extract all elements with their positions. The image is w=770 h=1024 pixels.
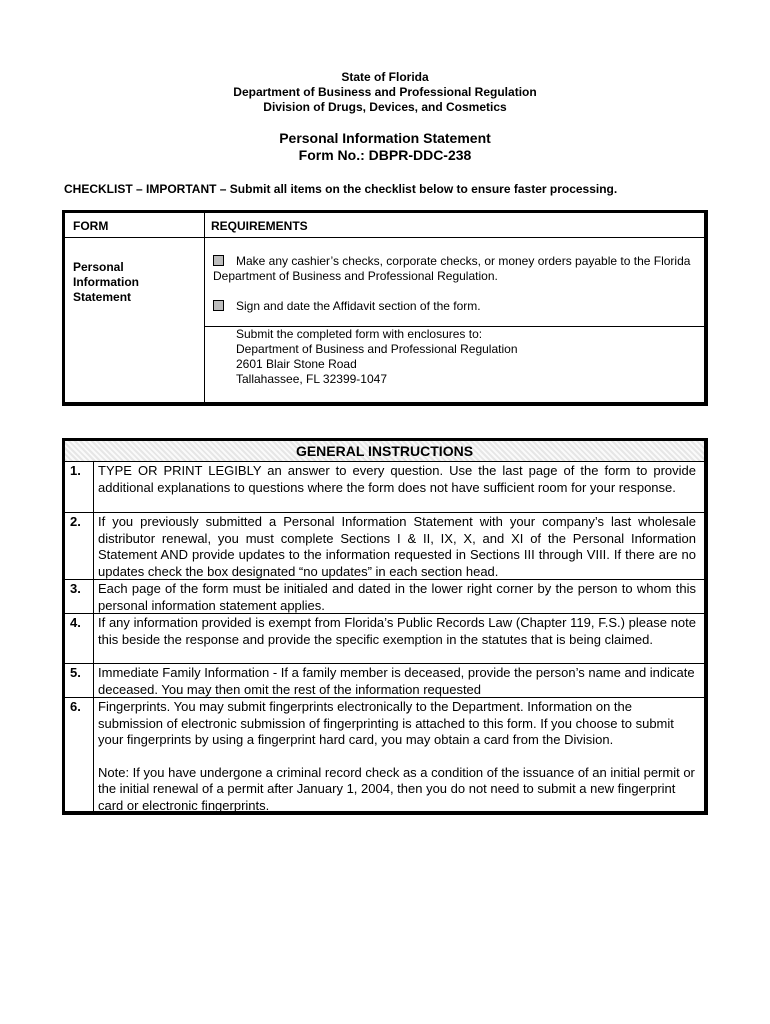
column-divider [204, 213, 205, 402]
instruction-item [65, 697, 704, 816]
agency-header [0, 70, 770, 115]
column-header-requirements: REQUIREMENTS [211, 219, 308, 233]
agency-department: Department of Business and Professional Regulation [233, 85, 537, 99]
instruction-number: 1. [70, 463, 81, 478]
form-number: Form No.: DBPR-DDC-238 [298, 147, 472, 163]
instruction-note: Note: If you have undergone a criminal record check as a condition of the issuance of an initial permit or the initial renewal of a permit after January 1, 2004, then you do not need to submit a new fingerprint card or electronic fingerprints. [98, 764, 695, 813]
instruction-text: TYPE OR PRINT LEGIBLY an answer to every question. Use the last page of the form to provide additional explanations to questions where the form does not have sufficient room for your response. [98, 463, 696, 495]
form-name-cell: Personal Information Statement [73, 260, 139, 304]
checklist-note: CHECKLIST – IMPORTANT – Submit all items on the checklist below to ensure faster processing. [64, 182, 618, 196]
general-instructions-title: GENERAL INSTRUCTIONS [65, 441, 704, 462]
instruction-number: 3. [70, 581, 81, 596]
address-line: Tallahassee, FL 32399-1047 [236, 372, 387, 386]
instruction-text: If any information provided is exempt from Florida’s Public Records Law (Chapter 119, F.S.) please note this beside the response and provide the specific exemption in the statutes that is being claimed. [98, 615, 696, 647]
instruction-item [65, 512, 704, 580]
instruction-number: 5. [70, 665, 81, 680]
agency-state: State of Florida [341, 70, 429, 84]
agency-division: Division of Drugs, Devices, and Cosmetics [263, 100, 507, 114]
address-line: 2601 Blair Stone Road [236, 357, 357, 371]
instruction-item [65, 579, 704, 614]
form-title: Personal Information Statement [279, 130, 491, 146]
checklist-table [62, 210, 708, 406]
address-line: Submit the completed form with enclosures to: [236, 327, 483, 341]
requirement-text: Sign and date the Affidavit section of the form. [236, 299, 481, 313]
instruction-number: 4. [70, 615, 81, 630]
requirement-item-payment [213, 254, 693, 284]
general-instructions-table [62, 438, 708, 815]
instruction-item [65, 663, 704, 698]
requirement-text: Make any cashier’s checks, corporate checks, or money orders payable to the Florida Department of Business and Professional Regulation. [213, 254, 691, 283]
requirement-checkbox-payment[interactable] [213, 255, 224, 266]
instruction-text: Immediate Family Information - If a family member is deceased, provide the person’s name and indicate deceased. You may then omit the rest of the information requested [98, 665, 695, 697]
requirement-checkbox-affidavit[interactable] [213, 300, 224, 311]
column-header-form: FORM [73, 219, 109, 233]
header-divider [65, 237, 704, 238]
mailing-address [236, 327, 518, 387]
form-title-block [0, 130, 770, 164]
instruction-number: 6. [70, 699, 81, 714]
instruction-text: Each page of the form must be initialed and dated in the lower right corner by the person to whom this personal information statement applies. [98, 581, 696, 613]
instruction-item [65, 613, 704, 664]
instruction-item [65, 461, 704, 513]
address-line: Department of Business and Professional Regulation [236, 342, 518, 356]
instruction-text: If you previously submitted a Personal Information Statement with your company’s last wholesale distributor renewal, you must complete Sections I & II, IX, X, and XI of the Personal Information Statement AND provide updates to the information requested in Sections III through VIII. If there are no updates check the box designated “no updates” in each section head. [98, 514, 696, 579]
instruction-text: Fingerprints. You may submit fingerprints electronically to the Department. Information on the submission of electronic submission of fingerprinting is attached to this form. If you choose to submit your fingerprints by using a fingerprint hard card, you may obtain a card from the Division. [98, 699, 674, 748]
instruction-text-block [98, 699, 696, 815]
requirement-item-affidavit [213, 299, 481, 314]
instruction-number: 2. [70, 514, 81, 529]
